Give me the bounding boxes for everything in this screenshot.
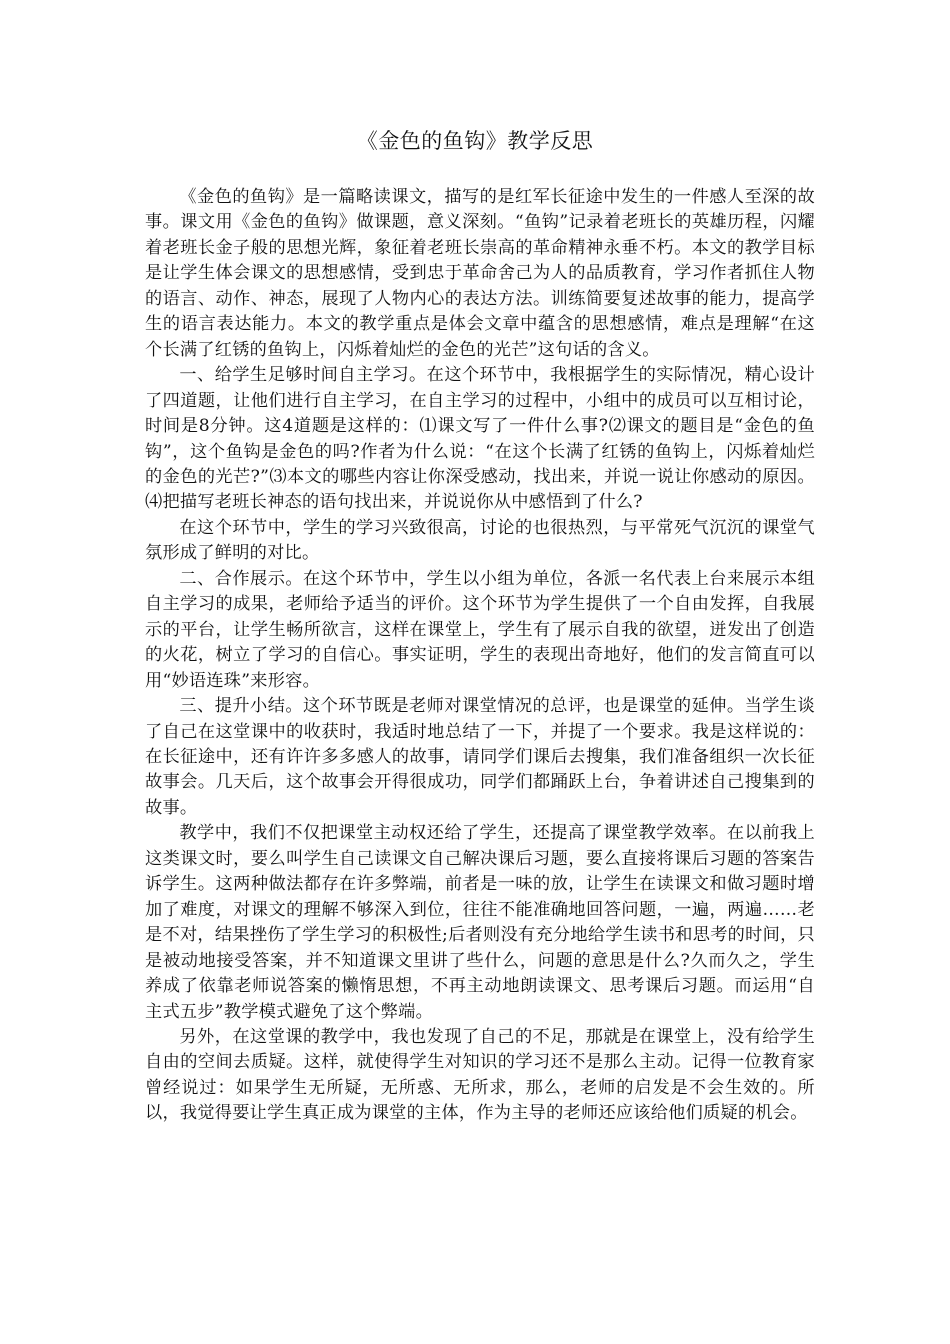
paragraph-intro: 《金色的鱼钩》是一篇略读课文，描写的是红军长征途中发生的一件感人至深的故事。课文用《金色的鱼钩》做课题，意义深刻。“鱼钩”记录着老班长的英雄历程，闪耀着老班长金子般的思想光辉，象征着老班长崇高的革命精神永垂不朽。本文的教学目标是让学生体会课文的思想感情，受到忠于革命舍己为人的品质教育，学习作者抓住人物的语言、动作、神态，展现了人物内心的表达方法。训练简要复述故事的能力，提高学生的语言表达能力。本文的教学重点是体会文章中蕴含的思想感情，难点是理解“在这个长满了红锈的鱼钩上，闪烁着灿烂的金色的光芒”这句话的含义。 bbox=[145, 187, 815, 360]
document-title: 《金色的鱼钩》教学反思 bbox=[356, 129, 594, 153]
paragraph-teaching-efficiency: 教学中，我们不仅把课堂主动权还给了学生，还提高了课堂教学效率。在以前我上这类课文时，要么叫学生自己读课文自己解决课后习题，要么直接将课后习题的答案告诉学生。这两种做法都存在许多弊端，前者是一味的放，让学生在读课文和做习题时增加了难度，对课文的理解不够深入到位，往往不能准确地回答问题，一遍，两遍……老是不对，结果挫伤了学生学习的积极性;后者则没有充分地给学生读书和思考的时间，只是被动地接受答案，并不知道课文里讲了些什么，问题的意思是什么?久而久之，学生养成了依靠老师说答案的懒惰思想，不再主动地朗读课文、思考课后习题。而运用“自主式五步”教学模式避免了这个弊端。 bbox=[145, 823, 815, 1022]
document-body bbox=[145, 185, 815, 1127]
paragraph-classroom-atmosphere: 在这个环节中，学生的学习兴致很高，讨论的也很热烈，与平常死气沉沉的课堂气氛形成了鲜明的对比。 bbox=[145, 517, 815, 564]
paragraph-shortcomings: 另外，在这堂课的教学中，我也发现了自己的不足，那就是在课堂上，没有给学生自由的空间去质疑。这样，就使得学生对知识的学习还不是那么主动。记得一位教育家曾经说过：如果学生无所疑，无所惑、无所求，那么，老师的启发是不会生效的。所以，我觉得要让学生真正成为课堂的主体，作为主导的老师还应该给他们质疑的机会。 bbox=[145, 1026, 815, 1124]
paragraph-summary: 三、提升小结。这个环节既是老师对课堂情况的总评，也是课堂的延伸。当学生谈了自己在这堂课中的收获时，我适时地总结了一下，并提了一个要求。我是这样说的：在长征途中，还有许许多多感人的故事，请同学们课后去搜集，我们准备组织一次长征故事会。几天后，这个故事会开得很成功，同学们都踊跃上台，争着讲述自己搜集到的故事。 bbox=[145, 696, 815, 818]
paragraph-self-study: 一、给学生足够时间自主学习。在这个环节中，我根据学生的实际情况，精心设计了四道题，让他们进行自主学习，在自主学习的过程中，小组中的成员可以互相讨论，时间是8分钟。这4道题是这样的：⑴课文写了一件什么事?⑵课文的题目是“金色的鱼钩”，这个鱼钩是金色的吗?作者为什么说：“在这个长满了红锈的鱼钩上，闪烁着灿烂的金色的光芒?”⑶本文的哪些内容让你深受感动，找出来，并说一说让你感动的原因。⑷把描写老班长神态的语句找出来，并说说你从中感悟到了什么? bbox=[145, 365, 815, 513]
paragraph-cooperative-display: 二、合作展示。在这个环节中，学生以小组为单位，各派一名代表上台来展示本组自主学习的成果，老师给予适当的评价。这个环节为学生提供了一个自由发挥，自我展示的平台，让学生畅所欲言，这样在课堂上，学生有了展示自我的欲望，迸发出了创造的火花，树立了学习的自信心。事实证明，学生的表现出奇地好，他们的发言简直可以用“妙语连珠”来形容。 bbox=[145, 568, 815, 691]
